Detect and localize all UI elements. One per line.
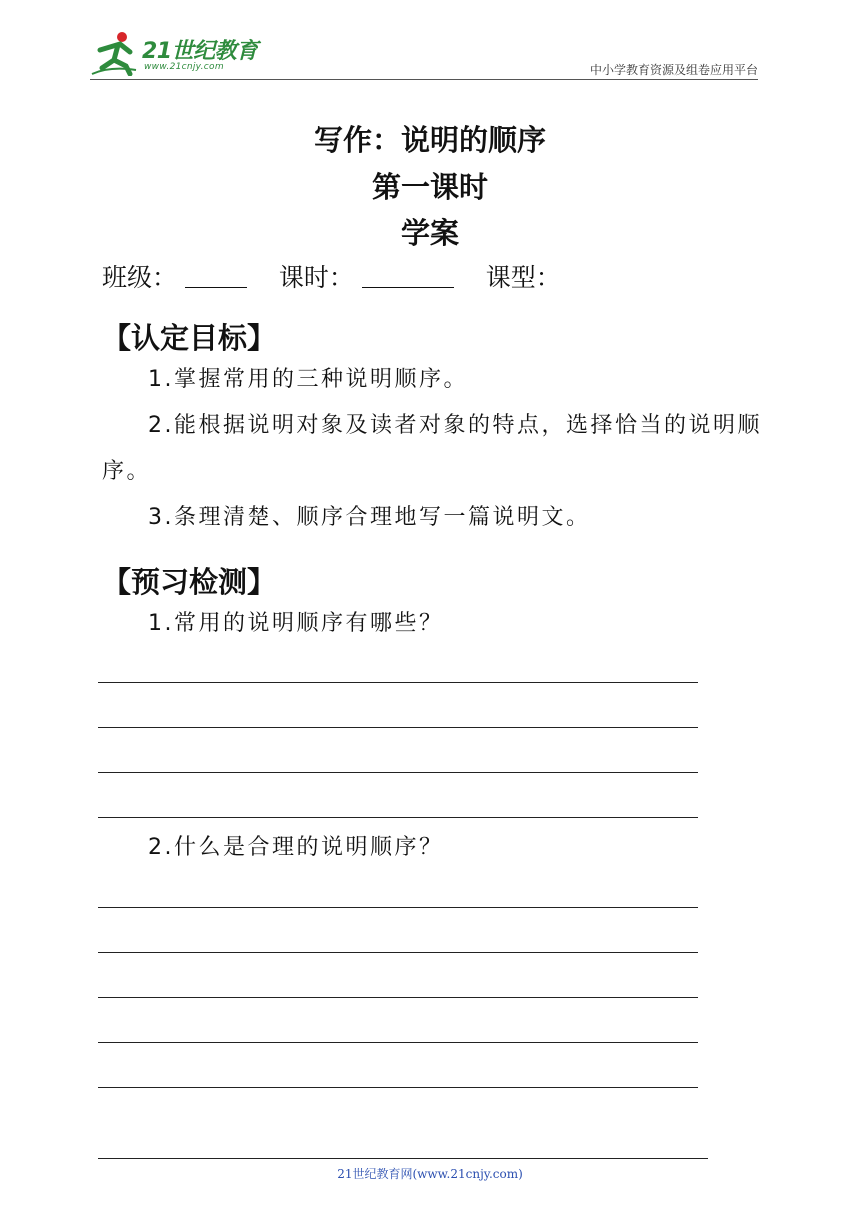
- class-blank[interactable]: [185, 265, 247, 288]
- goal-item: 3.条理清楚、顺序合理地写一篇说明文。: [148, 505, 591, 530]
- running-figure-icon: [90, 30, 140, 76]
- answer-line[interactable]: [98, 817, 698, 818]
- logo: [90, 28, 270, 78]
- answer-line[interactable]: [98, 997, 698, 998]
- preview-heading: 【预习检测】: [102, 565, 277, 599]
- answer-line[interactable]: [98, 772, 698, 773]
- question-2: 2.什么是合理的说明顺序？: [148, 835, 444, 860]
- period-blank[interactable]: [362, 265, 454, 288]
- logo-url: www.21cnjy.com: [144, 62, 224, 72]
- page-header: [90, 28, 758, 80]
- class-label: 班级：: [102, 263, 178, 292]
- doc-type-title: 学案: [400, 216, 459, 250]
- answer-line[interactable]: [98, 727, 698, 728]
- main-title: 写作：说明的顺序: [313, 123, 546, 157]
- lesson-title: 第一课时: [371, 170, 488, 204]
- logo-text: 21世纪教育: [142, 39, 258, 64]
- type-label: 课型：: [485, 263, 561, 292]
- answer-line[interactable]: [98, 1042, 698, 1043]
- platform-label: 中小学教育资源及组卷应用平台: [589, 63, 758, 77]
- goal-item: 2.能根据说明对象及读者对象的特点，选择恰当的说明顺序。: [102, 413, 762, 484]
- period-label: 课时：: [278, 263, 354, 292]
- footer-divider: [98, 1158, 708, 1159]
- goals-heading: 【认定目标】: [102, 321, 277, 355]
- question-1: 1.常用的说明顺序有哪些？: [148, 611, 444, 636]
- answer-line[interactable]: [98, 952, 698, 953]
- answer-line[interactable]: [98, 1087, 698, 1088]
- info-line: [102, 258, 561, 294]
- answer-line[interactable]: [98, 682, 698, 683]
- answer-line[interactable]: [98, 907, 698, 908]
- header-divider: [90, 79, 758, 80]
- goal-item: 1.掌握常用的三种说明顺序。: [148, 367, 468, 392]
- footer-text: 21世纪教育网(www.21cnjy.com): [337, 1167, 523, 1181]
